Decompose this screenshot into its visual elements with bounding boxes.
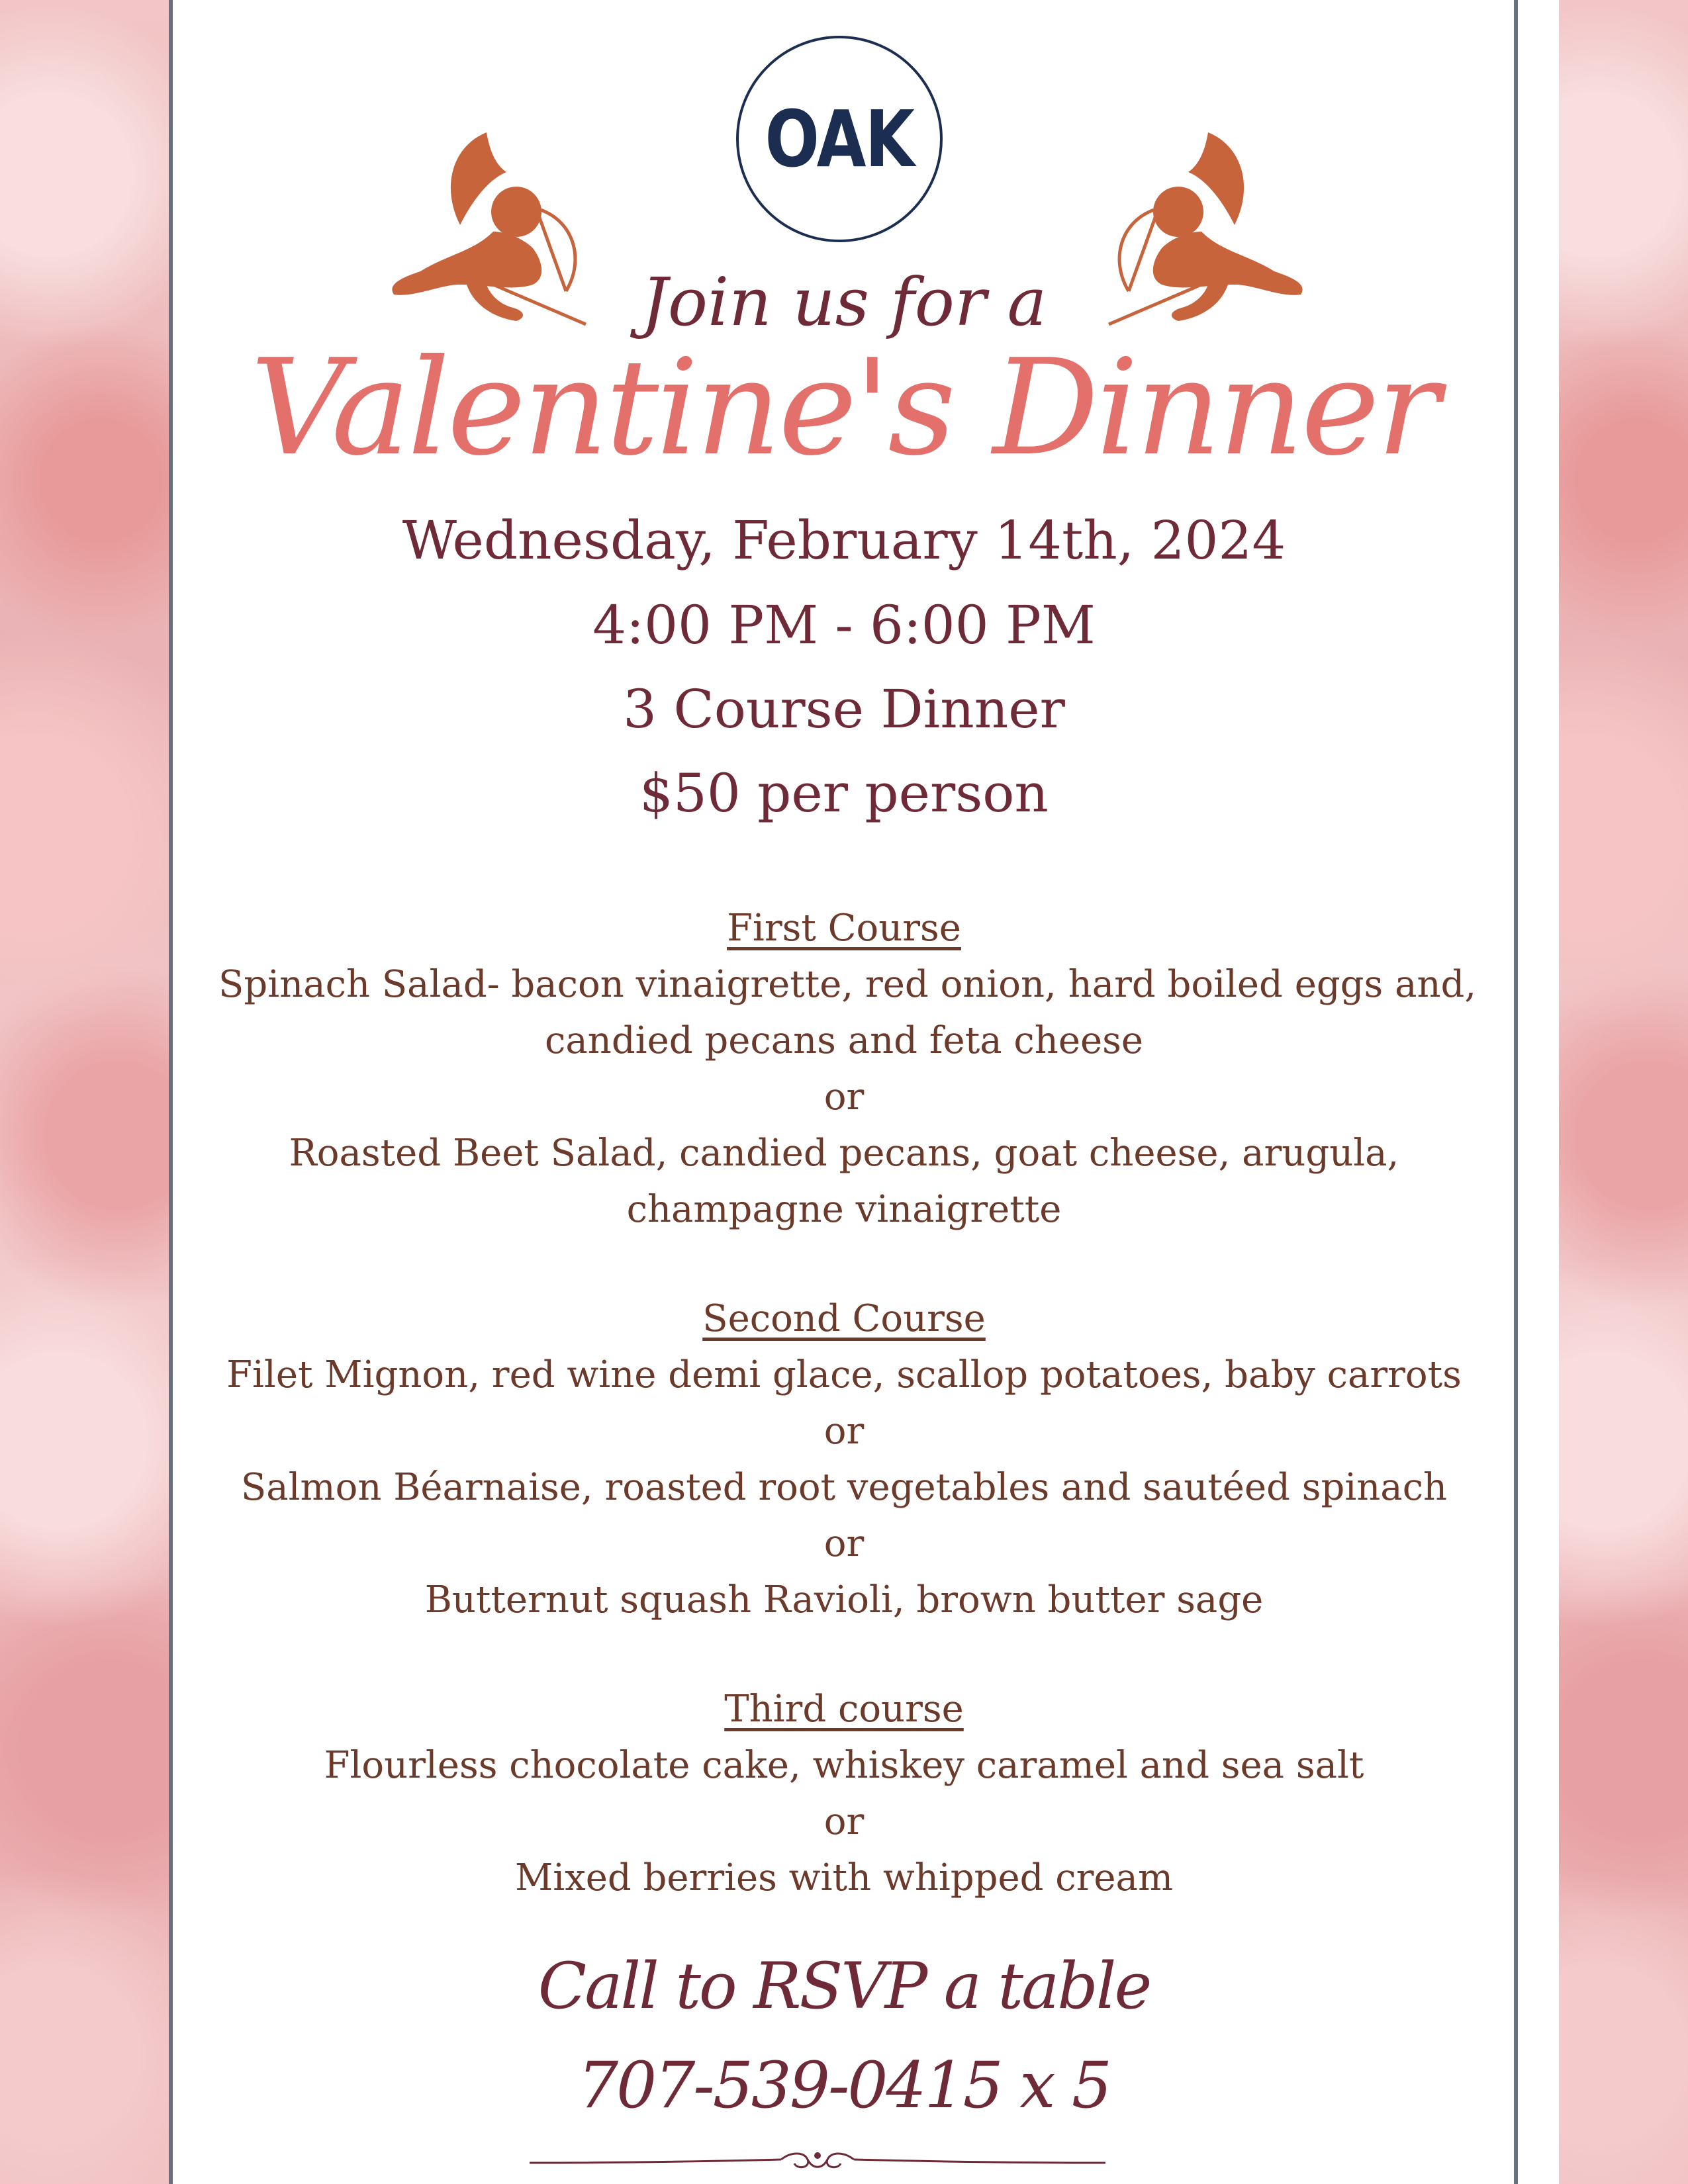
event-title: Valentine's Dinner: [250, 331, 1438, 485]
rsvp-text: Call to RSVP a table: [538, 1949, 1150, 2023]
event-time: 4:00 PM - 6:00 PM: [592, 594, 1096, 656]
event-price: $50 per person: [639, 762, 1049, 824]
frame-border-right: [1514, 0, 1518, 2184]
second-course-line-3: Butternut squash Ravioli, brown butter sage: [424, 1578, 1264, 1621]
rsvp-phone: 707-539-0415 x 5: [578, 2048, 1110, 2122]
first-course-heading: First Course: [727, 907, 961, 950]
first-course-line-2: candied pecans and feta cheese: [545, 1019, 1143, 1062]
oak-logo: [736, 36, 943, 242]
frame-border-left: [169, 0, 173, 2184]
event-date: Wednesday, February 14th, 2024: [402, 510, 1286, 571]
floral-background-right: [1559, 0, 1688, 2184]
second-course-line-1: Filet Mignon, red wine demi glace, scallop potatoes, baby carrots: [226, 1353, 1462, 1396]
third-course-line-2: Mixed berries with whipped cream: [514, 1856, 1174, 1899]
intro-text: Join us for a: [641, 263, 1047, 341]
first-course-line-3: Roasted Beet Salad, candied pecans, goat cheese, arugula,: [289, 1132, 1399, 1175]
flourish-divider: [530, 2146, 1105, 2179]
floral-background-left: [0, 0, 169, 2184]
third-course-line-1: Flourless chocolate cake, whiskey caramel and sea salt: [324, 1744, 1364, 1787]
first-course-or: or: [823, 1075, 865, 1118]
course-count: 3 Course Dinner: [623, 678, 1065, 740]
first-course-line-1: Spinach Salad- bacon vinaigrette, red onion, hard boiled eggs and,: [218, 963, 1477, 1006]
second-course-or-1: or: [823, 1410, 865, 1453]
second-course-heading: Second Course: [702, 1297, 986, 1340]
second-course-or-2: or: [823, 1522, 865, 1565]
second-course-line-2: Salmon Béarnaise, roasted root vegetables and sautéed spinach: [240, 1466, 1448, 1509]
third-course-or: or: [823, 1800, 865, 1843]
logo-text: OAK: [765, 93, 914, 185]
first-course-line-4: champagne vinaigrette: [626, 1188, 1062, 1231]
third-course-heading: Third course: [724, 1688, 964, 1731]
